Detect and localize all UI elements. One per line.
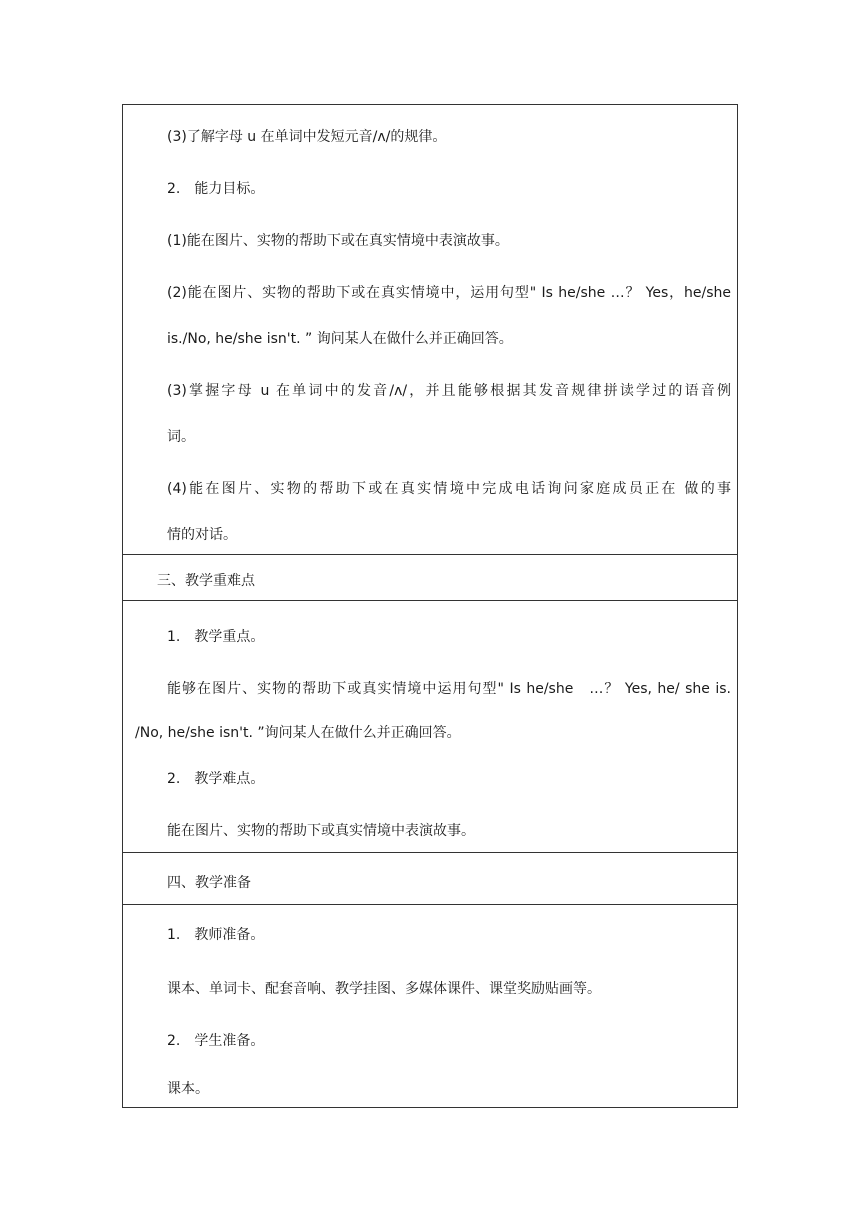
table-divider [123,554,737,555]
section-heading-key-points: 三、教学重难点 [157,573,255,589]
focus-text-line1: 能够在图片、实物的帮助下或真实情境中运用句型" Is he/she …？ Yes, he/ she is. [167,681,731,697]
goal-item-3: (3)了解字母 u 在单词中发短元音/ʌ/的规律。 [167,129,447,145]
ability-item-3-line1: (3)掌握字母 u 在单词中的发音/ʌ/，并且能够根据其发音规律拼读学过的语音例 [167,383,731,399]
ability-item-4-line2: 情的对话。 [167,527,237,543]
teacher-prep-text: 课本、单词卡、配套音响、教学挂图、多媒体课件、课堂奖励贴画等。 [167,981,601,997]
student-prep-heading: 2. 学生准备。 [167,1033,265,1049]
ability-heading: 2. 能力目标。 [167,181,265,197]
table-divider [123,904,737,905]
ability-item-2-line2: is./No, he/she isn't. ” 询问某人在做什么并正确回答。 [167,331,513,347]
table-divider [123,600,737,601]
ability-item-2-line1: (2)能在图片、实物的帮助下或在真实情境中，运用句型" Is he/she …？ Yes，he/she [167,285,731,301]
ability-item-1: (1)能在图片、实物的帮助下或在真实情境中表演故事。 [167,233,509,249]
table-divider [123,852,737,853]
section-heading-preparation: 四、教学准备 [167,875,251,891]
teacher-prep-heading: 1. 教师准备。 [167,927,265,943]
ability-item-3-line2: 词。 [167,429,195,445]
lesson-plan-table [122,104,738,1108]
focus-heading: 1. 教学重点。 [167,629,265,645]
student-prep-text: 课本。 [167,1081,209,1097]
ability-item-4-line1: (4)能在图片、实物的帮助下或在真实情境中完成电话询问家庭成员正在 做的事 [167,481,731,497]
difficulty-text: 能在图片、实物的帮助下或真实情境中表演故事。 [167,823,475,839]
difficulty-heading: 2. 教学难点。 [167,771,265,787]
focus-text-line2: /No, he/she isn't. ”询问某人在做什么并正确回答。 [135,725,461,741]
